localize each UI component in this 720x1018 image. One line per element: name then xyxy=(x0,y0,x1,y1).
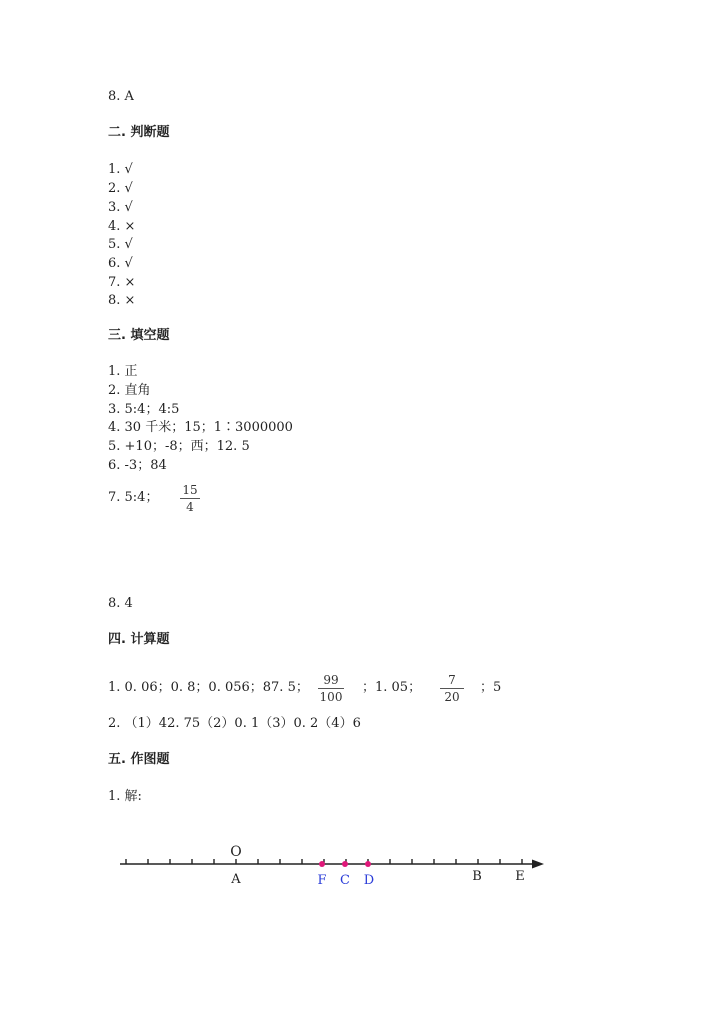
label-d: D xyxy=(363,873,375,888)
list-item: 5. √ xyxy=(108,237,133,252)
list-item-part: ；1. 05； xyxy=(362,680,422,695)
section3-title: 三. 填空题 xyxy=(108,328,170,343)
list-item: 6. √ xyxy=(108,256,133,271)
fraction-bar xyxy=(180,498,200,499)
section4-title: 四. 计算题 xyxy=(108,632,170,647)
fraction xyxy=(318,673,344,704)
fraction-denominator: 100 xyxy=(319,690,343,704)
label-f: F xyxy=(317,873,327,888)
list-item: 4. × xyxy=(108,219,136,234)
list-item-part: ；5 xyxy=(480,680,502,695)
fraction xyxy=(180,483,200,514)
list-item: 3. √ xyxy=(108,200,133,215)
list-item: 8. 4 xyxy=(108,596,133,611)
fraction-bar xyxy=(318,688,344,689)
fraction-numerator: 7 xyxy=(448,673,456,687)
label-b: B xyxy=(472,869,482,884)
prev-answer: 8. A xyxy=(108,89,134,104)
number-line-figure xyxy=(0,840,720,920)
list-item: 2. √ xyxy=(108,181,133,196)
fraction-denominator: 20 xyxy=(444,690,460,704)
list-item: 3. 5:4；4:5 xyxy=(108,402,180,417)
fraction-numerator: 15 xyxy=(182,483,198,497)
list-item: 2. 直角 xyxy=(108,383,151,398)
list-item: 5. +10；-8；西；12. 5 xyxy=(108,439,250,454)
label-e: E xyxy=(515,869,525,884)
fraction-bar xyxy=(440,688,464,689)
fraction xyxy=(440,673,464,704)
label-c: C xyxy=(340,873,350,888)
point-f xyxy=(319,861,325,867)
list-item: 1. √ xyxy=(108,162,133,177)
list-item: 7. × xyxy=(108,275,136,290)
label-o: O xyxy=(230,844,242,860)
list-item: 1. 0. 06；0. 8；0. 056；87. 5； xyxy=(108,680,309,695)
list-item: 4. 30 千米；15；1∶3000000 xyxy=(108,420,293,435)
list-item: 1. 解: xyxy=(108,789,142,804)
list-item: 7. 5:4； xyxy=(108,490,159,505)
point-d xyxy=(365,861,371,867)
arrow-head-icon xyxy=(532,860,544,869)
list-item: 8. × xyxy=(108,293,136,308)
label-a: A xyxy=(231,872,241,887)
fraction-numerator: 99 xyxy=(323,673,339,687)
section2-title: 二. 判断题 xyxy=(108,125,170,140)
list-item: 1. 正 xyxy=(108,364,138,379)
list-item: 6. -3；84 xyxy=(108,458,167,473)
fraction-denominator: 4 xyxy=(186,500,194,514)
list-item: 2. （1）42. 75（2）0. 1（3）0. 2（4）6 xyxy=(108,716,361,731)
section5-title: 五. 作图题 xyxy=(108,752,170,767)
point-c xyxy=(342,861,348,867)
